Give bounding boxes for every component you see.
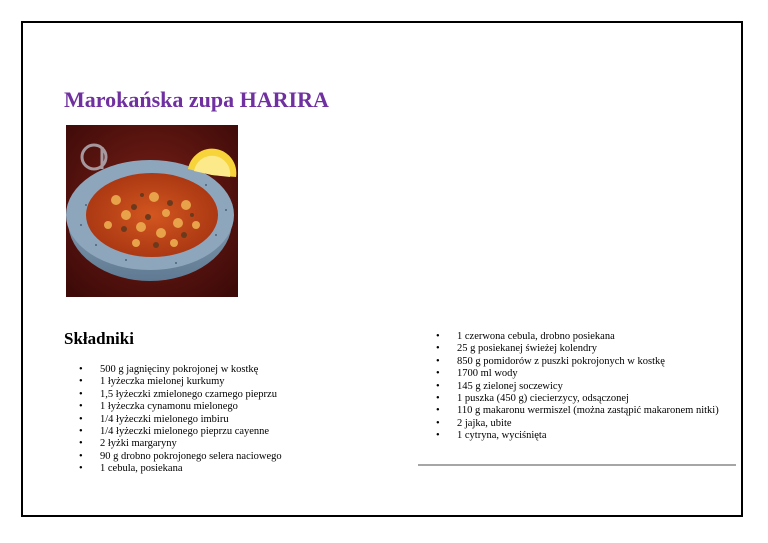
ingredients-list-right <box>423 331 719 443</box>
list-item: • 1 łyżeczka mielonej kurkumy <box>66 376 282 388</box>
list-item: • 1 cebula, posiekana <box>66 463 282 475</box>
list-item: • 1 łyżeczka cynamonu mielonego <box>66 401 282 413</box>
recipe-page <box>21 21 743 517</box>
list-item: • 1/4 łyżeczki mielonego imbiru <box>66 414 282 426</box>
list-item: • 2 jajka, ubite <box>423 418 719 430</box>
list-item: • 1 czerwona cebula, drobno posiekana <box>423 331 719 343</box>
list-item: • 145 g zielonej soczewicy <box>423 381 719 393</box>
list-item: • 1/4 łyżeczki mielonego pieprzu cayenne <box>66 426 282 438</box>
list-item: • 110 g makaronu wermiszel (można zastąpić makaronem nitki) <box>423 405 719 417</box>
recipe-title: Marokańska zupa HARIRA <box>64 87 329 112</box>
ingredients-list-left <box>66 364 282 476</box>
list-item: • 850 g pomidorów z puszki pokrojonych w kostkę <box>423 356 719 368</box>
list-item: • 1700 ml wody <box>423 368 719 380</box>
list-item: • 500 g jagnięciny pokrojonej w kostkę <box>66 364 282 376</box>
list-item: • 1,5 łyżeczki zmielonego czarnego pieprzu <box>66 389 282 401</box>
divider <box>418 464 736 466</box>
list-item: • 1 puszka (450 g) ciecierzycy, odsączonej <box>423 393 719 405</box>
ingredients-heading: Składniki <box>64 329 134 348</box>
soup-photo <box>66 125 238 297</box>
list-item: • 2 łyżki margaryny <box>66 438 282 450</box>
list-item: • 1 cytryna, wyciśnięta <box>423 430 719 442</box>
list-item: • 25 g posiekanej świeżej kolendry <box>423 343 719 355</box>
list-item: • 90 g drobno pokrojonego selera naciowego <box>66 451 282 463</box>
